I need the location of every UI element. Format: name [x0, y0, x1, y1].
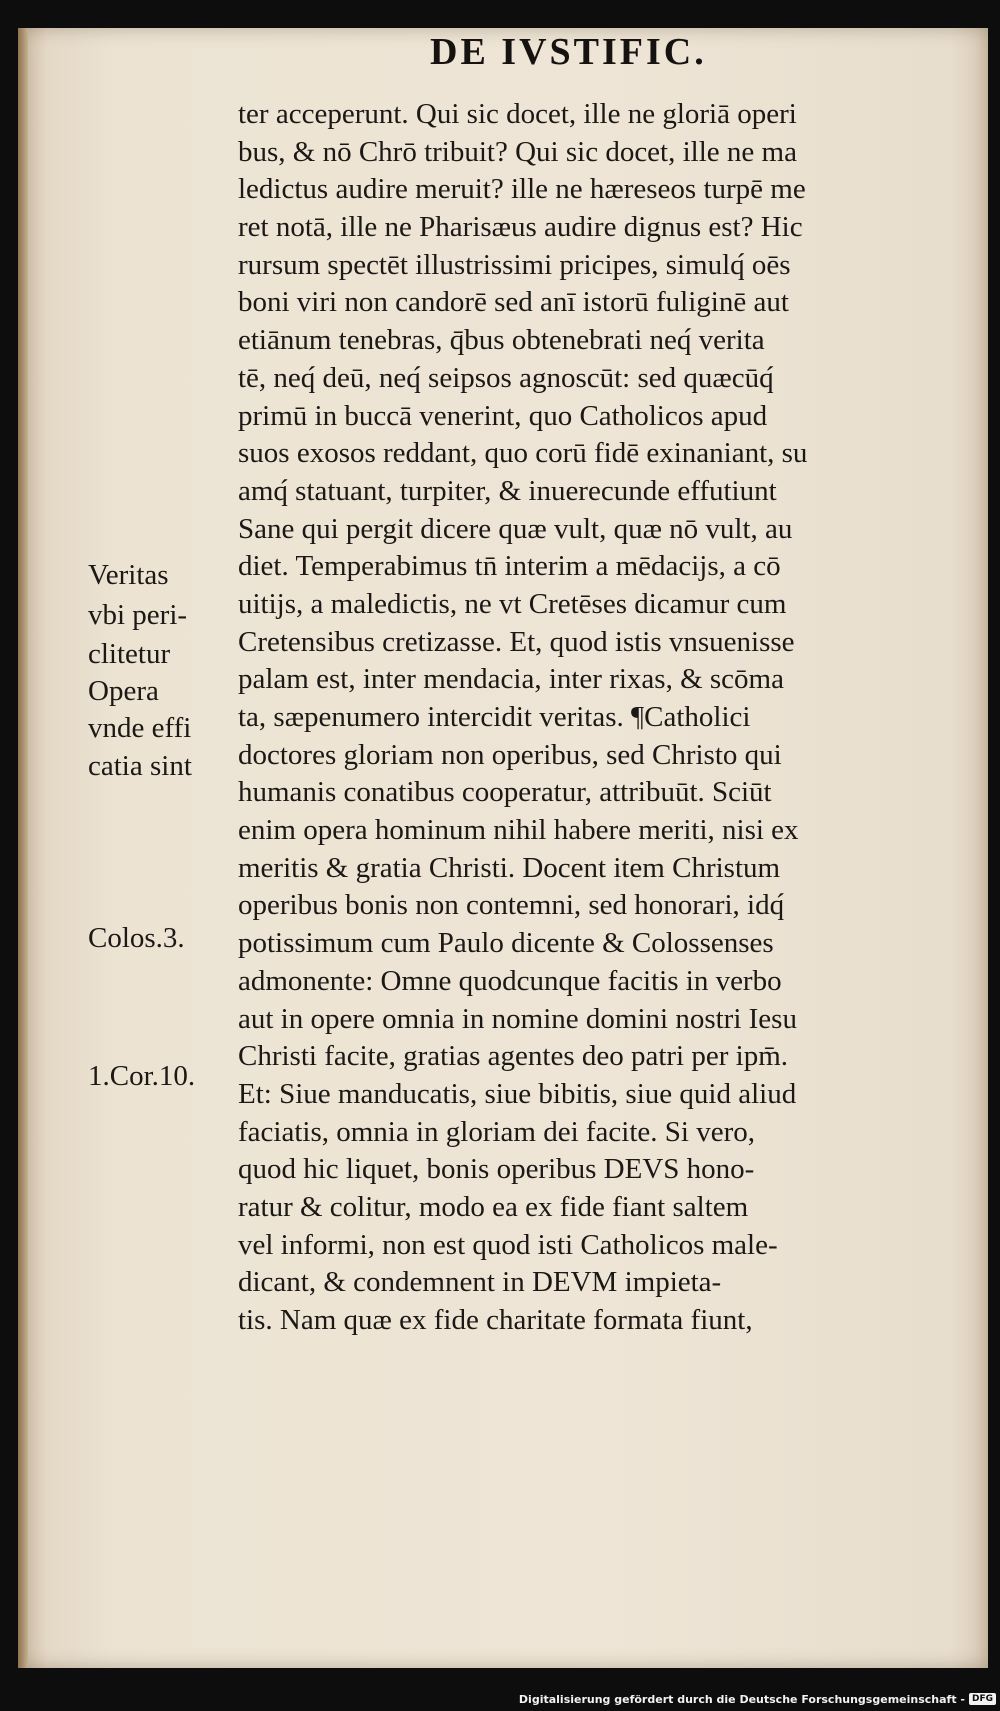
text-line: ter acceperunt. Qui sic docet, ille ne gloriā operi	[238, 98, 797, 130]
text-line: Cretensibus cretizasse. Et, quod istis vnsuenisse	[238, 625, 795, 658]
dfg-logo: DFG	[969, 1693, 996, 1705]
text-line: meritis & gratia Christi. Docent item Christum	[238, 851, 781, 884]
text-line: ledictus audire meruit? ille ne hæreseos turpē me	[238, 173, 806, 206]
digitization-footer	[519, 1689, 996, 1709]
margin-note-opera: catia sint	[88, 750, 192, 782]
text-line: potissimum cum Paulo dicente & Colossenses	[238, 927, 774, 960]
text-line: boni viri non candorē sed anī istorū fuliginē aut	[238, 286, 789, 319]
text-line: vel informi, non est quod isti Catholicos male-	[238, 1228, 778, 1261]
margin-note-veritas: Veritas	[88, 559, 169, 591]
running-head: DE IVSTIFIC.	[430, 31, 707, 73]
text-line: operibus bonis non contemni, sed honorari, idq́	[238, 889, 785, 922]
main-text-block	[238, 96, 928, 1340]
text-line: admonente: Omne quodcunque facitis in verbo	[238, 964, 782, 997]
text-line: uitijs, a maledictis, ne vt Cretēses dicamur cum	[238, 587, 787, 620]
text-line: Christi facite, gratias agentes deo patri per ipm̄.	[238, 1040, 789, 1073]
footer-credit: Digitalisierung gefördert durch die Deutsche Forschungsgemeinschaft -	[518, 1692, 965, 1706]
text-line: palam est, inter mendacia, inter rixas, & scōma	[238, 663, 784, 696]
text-line: quod hic liquet, bonis operibus DEVS hono-	[238, 1153, 755, 1186]
margin-note-opera: vnde effi	[88, 712, 192, 744]
text-line: diet. Temperabimus tn̄ interim a mēdacijs, a cō	[238, 550, 781, 583]
text-line: enim opera hominum nihil habere meriti, nisi ex	[238, 814, 799, 847]
text-line: rursum spectēt illustrissimi pricipes, simulq́ oēs	[238, 248, 791, 281]
margin-note-colos: Colos.3.	[88, 922, 185, 954]
text-line: tē, neq́ deū, neq́ seipsos agnoscūt: sed quæcūq́	[238, 361, 774, 394]
text-line: dicant, & condemnent in DEVM impieta-	[238, 1266, 722, 1299]
margin-note-opera: Opera	[88, 675, 159, 707]
text-line: doctores gloriam non operibus, sed Christo qui	[238, 738, 782, 771]
margin-note-cor: 1.Cor.10.	[88, 1060, 196, 1092]
text-line: ratur & colitur, modo ea ex fide fiant saltem	[238, 1190, 749, 1223]
text-line: etiānum tenebras, q̄bus obtenebrati neq́ verita	[238, 324, 765, 357]
text-line: humanis conatibus cooperatur, attribuūt. Sciūt	[238, 776, 772, 809]
text-line: ta, sæpenumero intercidit veritas. ¶Catholici	[238, 701, 751, 733]
text-line: primū in buccā venerint, quo Catholicos apud	[238, 399, 768, 432]
text-line: aut in opere omnia in nomine domini nostri Iesu	[238, 1002, 797, 1035]
margin-note-veritas: clitetur	[88, 638, 171, 670]
text-line: tis. Nam quæ ex fide charitate formata fiunt,	[238, 1304, 753, 1336]
text-line: amq́ statuant, turpiter, & inuerecunde effutiunt	[238, 474, 777, 507]
text-line: faciatis, omnia in gloriam dei facite. Si vero,	[238, 1115, 756, 1148]
text-line: suos exosos reddant, quo corū fidē exinaniant, su	[238, 437, 808, 470]
margin-note-veritas: vbi peri-	[88, 599, 188, 631]
page-edge	[18, 28, 28, 1668]
text-line: Sane qui pergit dicere quæ vult, quæ nō vult, au	[238, 512, 793, 545]
text-line: bus, & nō Chrō tribuit? Qui sic docet, ille ne ma	[238, 135, 797, 168]
text-line: ret notā, ille ne Pharisæus audire dignus est? Hic	[238, 211, 803, 244]
text-line: Et: Siue manducatis, siue bibitis, siue quid aliud	[238, 1077, 797, 1110]
